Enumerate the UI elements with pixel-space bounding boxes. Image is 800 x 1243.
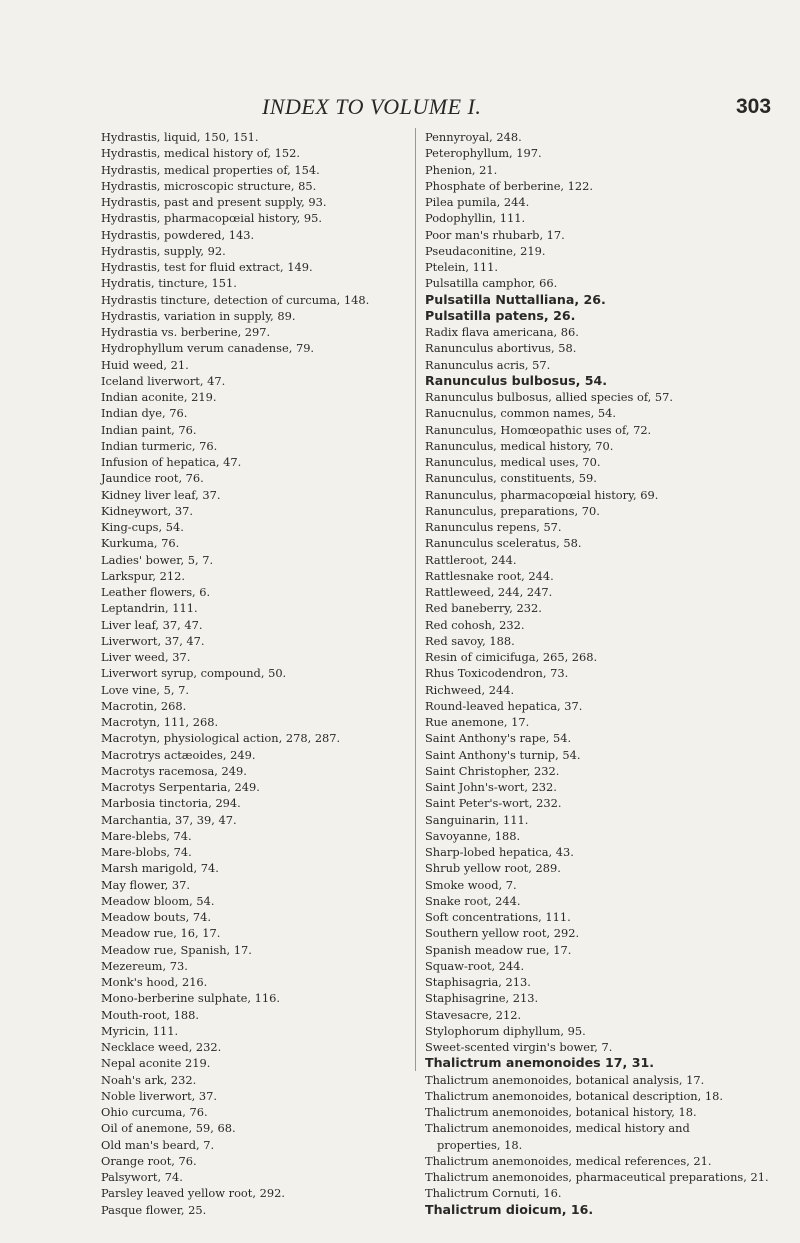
index-entry: Sweet-scented virgin's bower, 7. (425, 1040, 613, 1054)
index-entry: Larkspur, 212. (101, 568, 185, 583)
index-entry: Marsh marigold, 74. (101, 861, 219, 876)
index-entry: Phosphate of berberine, 122. (425, 178, 594, 193)
index-entry: Thalictrum anemonoides, pharmaceutical preparations, 21. (425, 1170, 769, 1184)
index-entry: Mezereum, 73. (101, 958, 188, 973)
index-entry: Parsley leaved yellow root, 292. (101, 1186, 285, 1201)
page-header (0, 94, 800, 120)
index-entry: Thalictrum anemonoides 17, 31. (425, 1055, 655, 1071)
index-entry: Hydrastis, liquid, 150, 151. (101, 130, 259, 144)
index-entry: Meadow bloom, 54. (101, 893, 215, 908)
index-entry: Ranunculus, pharmacopœial history, 69. (425, 487, 659, 502)
index-entry: Mono-berberine sulphate, 116. (101, 991, 281, 1006)
index-entry: Ranunculus acris, 57. (425, 357, 551, 372)
index-entry: Liverwort syrup, compound, 50. (101, 666, 287, 681)
index-entry: Marchantia, 37, 39, 47. (101, 812, 237, 827)
index-entry: Rattlesnake root, 244. (425, 568, 554, 583)
index-entry: Love vine, 5, 7. (101, 682, 189, 697)
index-entry: Phenion, 21. (425, 162, 498, 177)
index-entry: Macrotyn, physiological action, 278, 287. (101, 731, 341, 746)
index-entry: Hydrastis tincture, detection of curcuma, 148. (101, 292, 370, 307)
index-entry: Kidney liver leaf, 37. (101, 487, 221, 502)
index-entry: Meadow rue, Spanish, 17. (101, 942, 252, 957)
index-entry: Mare-blebs, 74. (101, 828, 192, 843)
index-entry: Hydrastis, past and present supply, 93. (101, 195, 327, 209)
index-entry: Snake root, 244. (425, 893, 521, 908)
index-entry: Meadow bouts, 74. (101, 910, 211, 924)
index-entry: Hydrastis, microscopic structure, 85. (101, 178, 317, 193)
index-entry: Radix flava americana, 86. (425, 325, 579, 339)
index-entry: Ranunculus, medical uses, 70. (425, 455, 601, 469)
index-entry: Myricin, 111. (101, 1023, 179, 1038)
index-entry: Saint Anthony's turnip, 54. (425, 747, 581, 762)
index-entry: Macrotys racemosa, 249. (101, 763, 247, 778)
index-entry: Leather flowers, 6. (101, 585, 211, 599)
index-entry: Podophyllin, 111. (425, 211, 526, 226)
index-entry: Ranucnulus, common names, 54. (425, 406, 616, 421)
index-entry: Macrotyn, 111, 268. (101, 715, 219, 729)
index-entry: Staphisagrine, 213. (425, 991, 539, 1006)
index-entry: Pulsatilla patens, 26. (425, 307, 576, 323)
index-entry: Shrub yellow root, 289. (425, 861, 561, 876)
index-entry: Saint Peter's-wort, 232. (425, 796, 562, 811)
index-entry: Hydratis, tincture, 151. (101, 276, 237, 291)
index-entry: Macrotin, 268. (101, 698, 187, 713)
index-entry: Mare-blobs, 74. (101, 845, 192, 859)
index-entry: Pilea pumila, 244. (425, 195, 530, 209)
index-entry: Hydrastis, variation in supply, 89. (101, 308, 296, 323)
index-entry: Palsywort, 74. (101, 1170, 183, 1184)
index-entry: Noble liverwort, 37. (101, 1088, 218, 1103)
index-entry: Orange root, 76. (101, 1153, 197, 1168)
index-entry: Huid weed, 21. (101, 357, 189, 372)
index-column-right (425, 129, 769, 1218)
index-entry: Rhus Toxicodendron, 73. (425, 666, 569, 681)
index-entry: Kidneywort, 37. (101, 503, 193, 518)
index-entry: Rattleweed, 244, 247. (425, 585, 553, 599)
index-entry: Red cohosh, 232. (425, 617, 525, 632)
index-entry: Round-leaved hepatica, 37. (425, 698, 583, 713)
index-entry: Hydrastis, medical history of, 152. (101, 146, 300, 161)
running-title: INDEX TO VOLUME I. (262, 94, 482, 119)
index-entry: Ladies' bower, 5, 7. (101, 552, 214, 567)
index-entry: Ranunculus abortivus, 58. (425, 341, 577, 356)
index-entry: Thalictrum dioicum, 16. (425, 1201, 594, 1217)
index-entry: Nepal aconite 219. (101, 1056, 211, 1071)
index-entry: Indian paint, 76. (101, 422, 197, 437)
index-entry: Stylophorum diphyllum, 95. (425, 1023, 586, 1038)
index-entry: Ranunculus, medical history, 70. (425, 438, 614, 453)
index-entry: Hydrastis, powdered, 143. (101, 227, 255, 242)
index-entry: Rue anemone, 17. (425, 715, 530, 729)
index-entry: Ranunculus, preparations, 70. (425, 503, 600, 518)
index-entry: Leptandrin, 111. (101, 601, 198, 616)
index-entry: Red savoy, 188. (425, 633, 515, 648)
index-entry: Peterophyllum, 197. (425, 146, 542, 161)
index-entry: Kurkuma, 76. (101, 536, 180, 551)
index-entry: Staphisagria, 213. (425, 975, 531, 989)
index-entry: Meadow rue, 16, 17. (101, 926, 221, 941)
index-entry: Jaundice root, 76. (101, 471, 204, 486)
index-entry: Saint Christopher, 232. (425, 763, 560, 778)
index-entry: Ranunculus sceleratus, 58. (425, 536, 582, 551)
index-entry: King-cups, 54. (101, 520, 184, 534)
index-entry: Hydrastis, pharmacopœial history, 95. (101, 211, 322, 226)
index-entry: Pasque flower, 25. (101, 1202, 207, 1217)
index-entry: Thalictrum anemonoides, botanical analysis, 17. (425, 1072, 705, 1087)
index-entry: Macrotys Serpentaria, 249. (101, 780, 260, 794)
index-entry: Hydrophyllum verum canadense, 79. (101, 341, 315, 356)
index-entry: Ranunculus bulbosus, 54. (425, 372, 608, 388)
index-entry: Indian aconite, 219. (101, 390, 217, 404)
index-entry: Hydrastis, test for fluid extract, 149. (101, 260, 313, 274)
index-entry: Pulsatilla camphor, 66. (425, 276, 558, 291)
index-entry: Sharp-lobed hepatica, 43. (425, 845, 574, 859)
index-entry: Rattleroot, 244. (425, 552, 517, 567)
index-entry: Poor man's rhubarb, 17. (425, 227, 565, 242)
index-entry: Soft concentrations, 111. (425, 910, 571, 924)
index-entry: Macrotrys actæoides, 249. (101, 747, 256, 762)
index-entry: May flower, 37. (101, 877, 191, 892)
index-entry: Thalictrum Cornuti, 16. (425, 1186, 562, 1201)
index-entry: Richweed, 244. (425, 682, 515, 697)
index-entry: Indian dye, 76. (101, 406, 188, 421)
index-entry: Hydrastis, supply, 92. (101, 243, 226, 258)
index-entry: Ranunculus, constituents, 59. (425, 471, 597, 486)
index-entry: Ranunculus repens, 57. (425, 520, 562, 534)
index-entry: Saint Anthony's rape, 54. (425, 731, 572, 746)
column-divider (415, 128, 416, 1071)
index-entry: Thalictrum anemonoides, medical history and properties, 18. (425, 1121, 690, 1152)
index-entry: Smoke wood, 7. (425, 877, 517, 892)
page-number: 303 (736, 95, 772, 118)
index-entry: Monk's hood, 216. (101, 975, 208, 989)
index-entry: Pennyroyal, 248. (425, 130, 522, 144)
index-entry: Ranunculus, Homœopathic uses of, 72. (425, 422, 652, 437)
index-entry: Squaw-root, 244. (425, 958, 525, 973)
index-entry: Oil of anemone, 59, 68. (101, 1121, 236, 1136)
index-entry: Ranunculus bulbosus, allied species of, 57. (425, 390, 673, 404)
index-entry: Old man's beard, 7. (101, 1137, 215, 1152)
index-entry: Sanguinarin, 111. (425, 812, 529, 827)
index-entry: Thalictrum anemonoides, botanical history, 18. (425, 1105, 697, 1119)
index-entry: Southern yellow root, 292. (425, 926, 580, 941)
index-entry: Indian turmeric, 76. (101, 438, 218, 453)
index-entry: Hydrastia vs. berberine, 297. (101, 325, 271, 339)
index-entry: Liverwort, 37, 47. (101, 633, 205, 648)
index-entry: Marbosia tinctoria, 294. (101, 796, 241, 811)
index-entry: Liver weed, 37. (101, 650, 191, 664)
index-entry: Pseudaconitine, 219. (425, 243, 546, 258)
index-entry: Thalictrum anemonoides, botanical description, 18. (425, 1088, 723, 1103)
index-entry: Ptelein, 111. (425, 260, 498, 274)
index-entry: Liver leaf, 37, 47. (101, 617, 203, 632)
index-entry: Noah's ark, 232. (101, 1072, 197, 1087)
index-entry: Spanish meadow rue, 17. (425, 942, 572, 957)
index-entry: Saint John's-wort, 232. (425, 780, 557, 794)
index-entry: Pulsatilla Nuttalliana, 26. (425, 291, 606, 307)
index-entry: Stavesacre, 212. (425, 1007, 522, 1022)
index-entry: Savoyanne, 188. (425, 828, 521, 843)
index-entry: Ohio curcuma, 76. (101, 1105, 208, 1119)
index-entry: Red baneberry, 232. (425, 601, 542, 616)
index-entry: Mouth-root, 188. (101, 1007, 199, 1022)
index-entry: Iceland liverwort, 47. (101, 373, 226, 388)
index-column-left (101, 129, 431, 1218)
index-entry: Thalictrum anemonoides, medical references, 21. (425, 1153, 712, 1168)
index-entry: Infusion of hepatica, 47. (101, 455, 242, 469)
index-entry: Resin of cimicifuga, 265, 268. (425, 650, 598, 664)
index-entry: Hydrastis, medical properties of, 154. (101, 162, 320, 177)
index-entry: Necklace weed, 232. (101, 1040, 222, 1054)
